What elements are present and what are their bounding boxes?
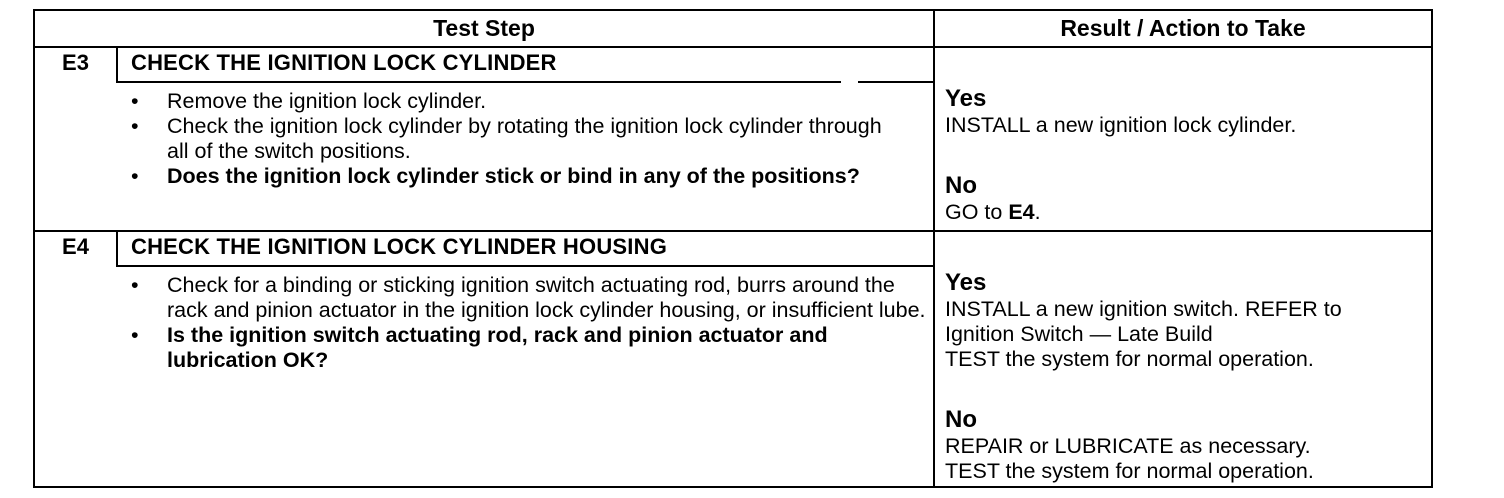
step-e3-bullets	[127, 89, 907, 189]
e3-title-underline-left	[116, 81, 841, 83]
yes-action: INSTALL a new ignition lock cylinder.	[945, 113, 1297, 137]
header-result-action: Result / Action to Take	[1060, 15, 1306, 41]
yes-action-line: INSTALL a new ignition switch. REFER to	[945, 297, 1342, 321]
no-action-line: REPAIR or LUBRICATE as necessary.	[945, 434, 1311, 458]
header-test-step: Test Step	[433, 15, 535, 41]
step-title-e4: CHECK THE IGNITION LOCK CYLINDER HOUSING	[131, 234, 668, 259]
step-e3-results	[945, 85, 1296, 225]
list-item-question: • Does the ignition lock cylinder stick or bind in any of the positions?	[131, 164, 860, 188]
diagnostic-table	[33, 9, 1433, 488]
no-label: No	[945, 406, 977, 433]
step-link-e4[interactable]: E4	[1008, 200, 1035, 224]
yes-label: Yes	[945, 85, 987, 112]
list-item: • Check for a binding or sticking ignition switch actuating rod, burrs around the rack and pinion actuator in the ignition lock cylinder housing, or insufficient lube.	[131, 273, 926, 322]
list-item: • Check the ignition lock cylinder by rotating the ignition lock cylinder through all of the switch positions.	[131, 114, 882, 163]
code-divider-e3	[116, 47, 118, 83]
list-item-question: • Is the ignition switch actuating rod, rack and pinion actuator and lubrication OK?	[131, 323, 828, 372]
code-divider-e4	[116, 231, 118, 267]
no-action: GO to E4.	[945, 200, 1041, 224]
yes-label: Yes	[945, 269, 987, 296]
step-title-e3: CHECK THE IGNITION LOCK CYLINDER	[131, 50, 557, 75]
list-item: • Remove the ignition lock cylinder.	[131, 89, 487, 113]
no-label: No	[945, 172, 977, 199]
no-action-line: TEST the system for normal operation.	[945, 459, 1314, 483]
yes-action-line: TEST the system for normal operation.	[945, 347, 1314, 371]
step-code-e4: E4	[62, 234, 89, 259]
step-e4-results	[945, 269, 1342, 484]
step-code-e3: E3	[62, 50, 89, 75]
e3-title-underline-right	[858, 81, 935, 83]
step-e4-bullets	[127, 273, 927, 373]
e4-title-underline	[116, 265, 935, 267]
yes-action-ref-link[interactable]: Ignition Switch — Late Build	[945, 322, 1213, 346]
